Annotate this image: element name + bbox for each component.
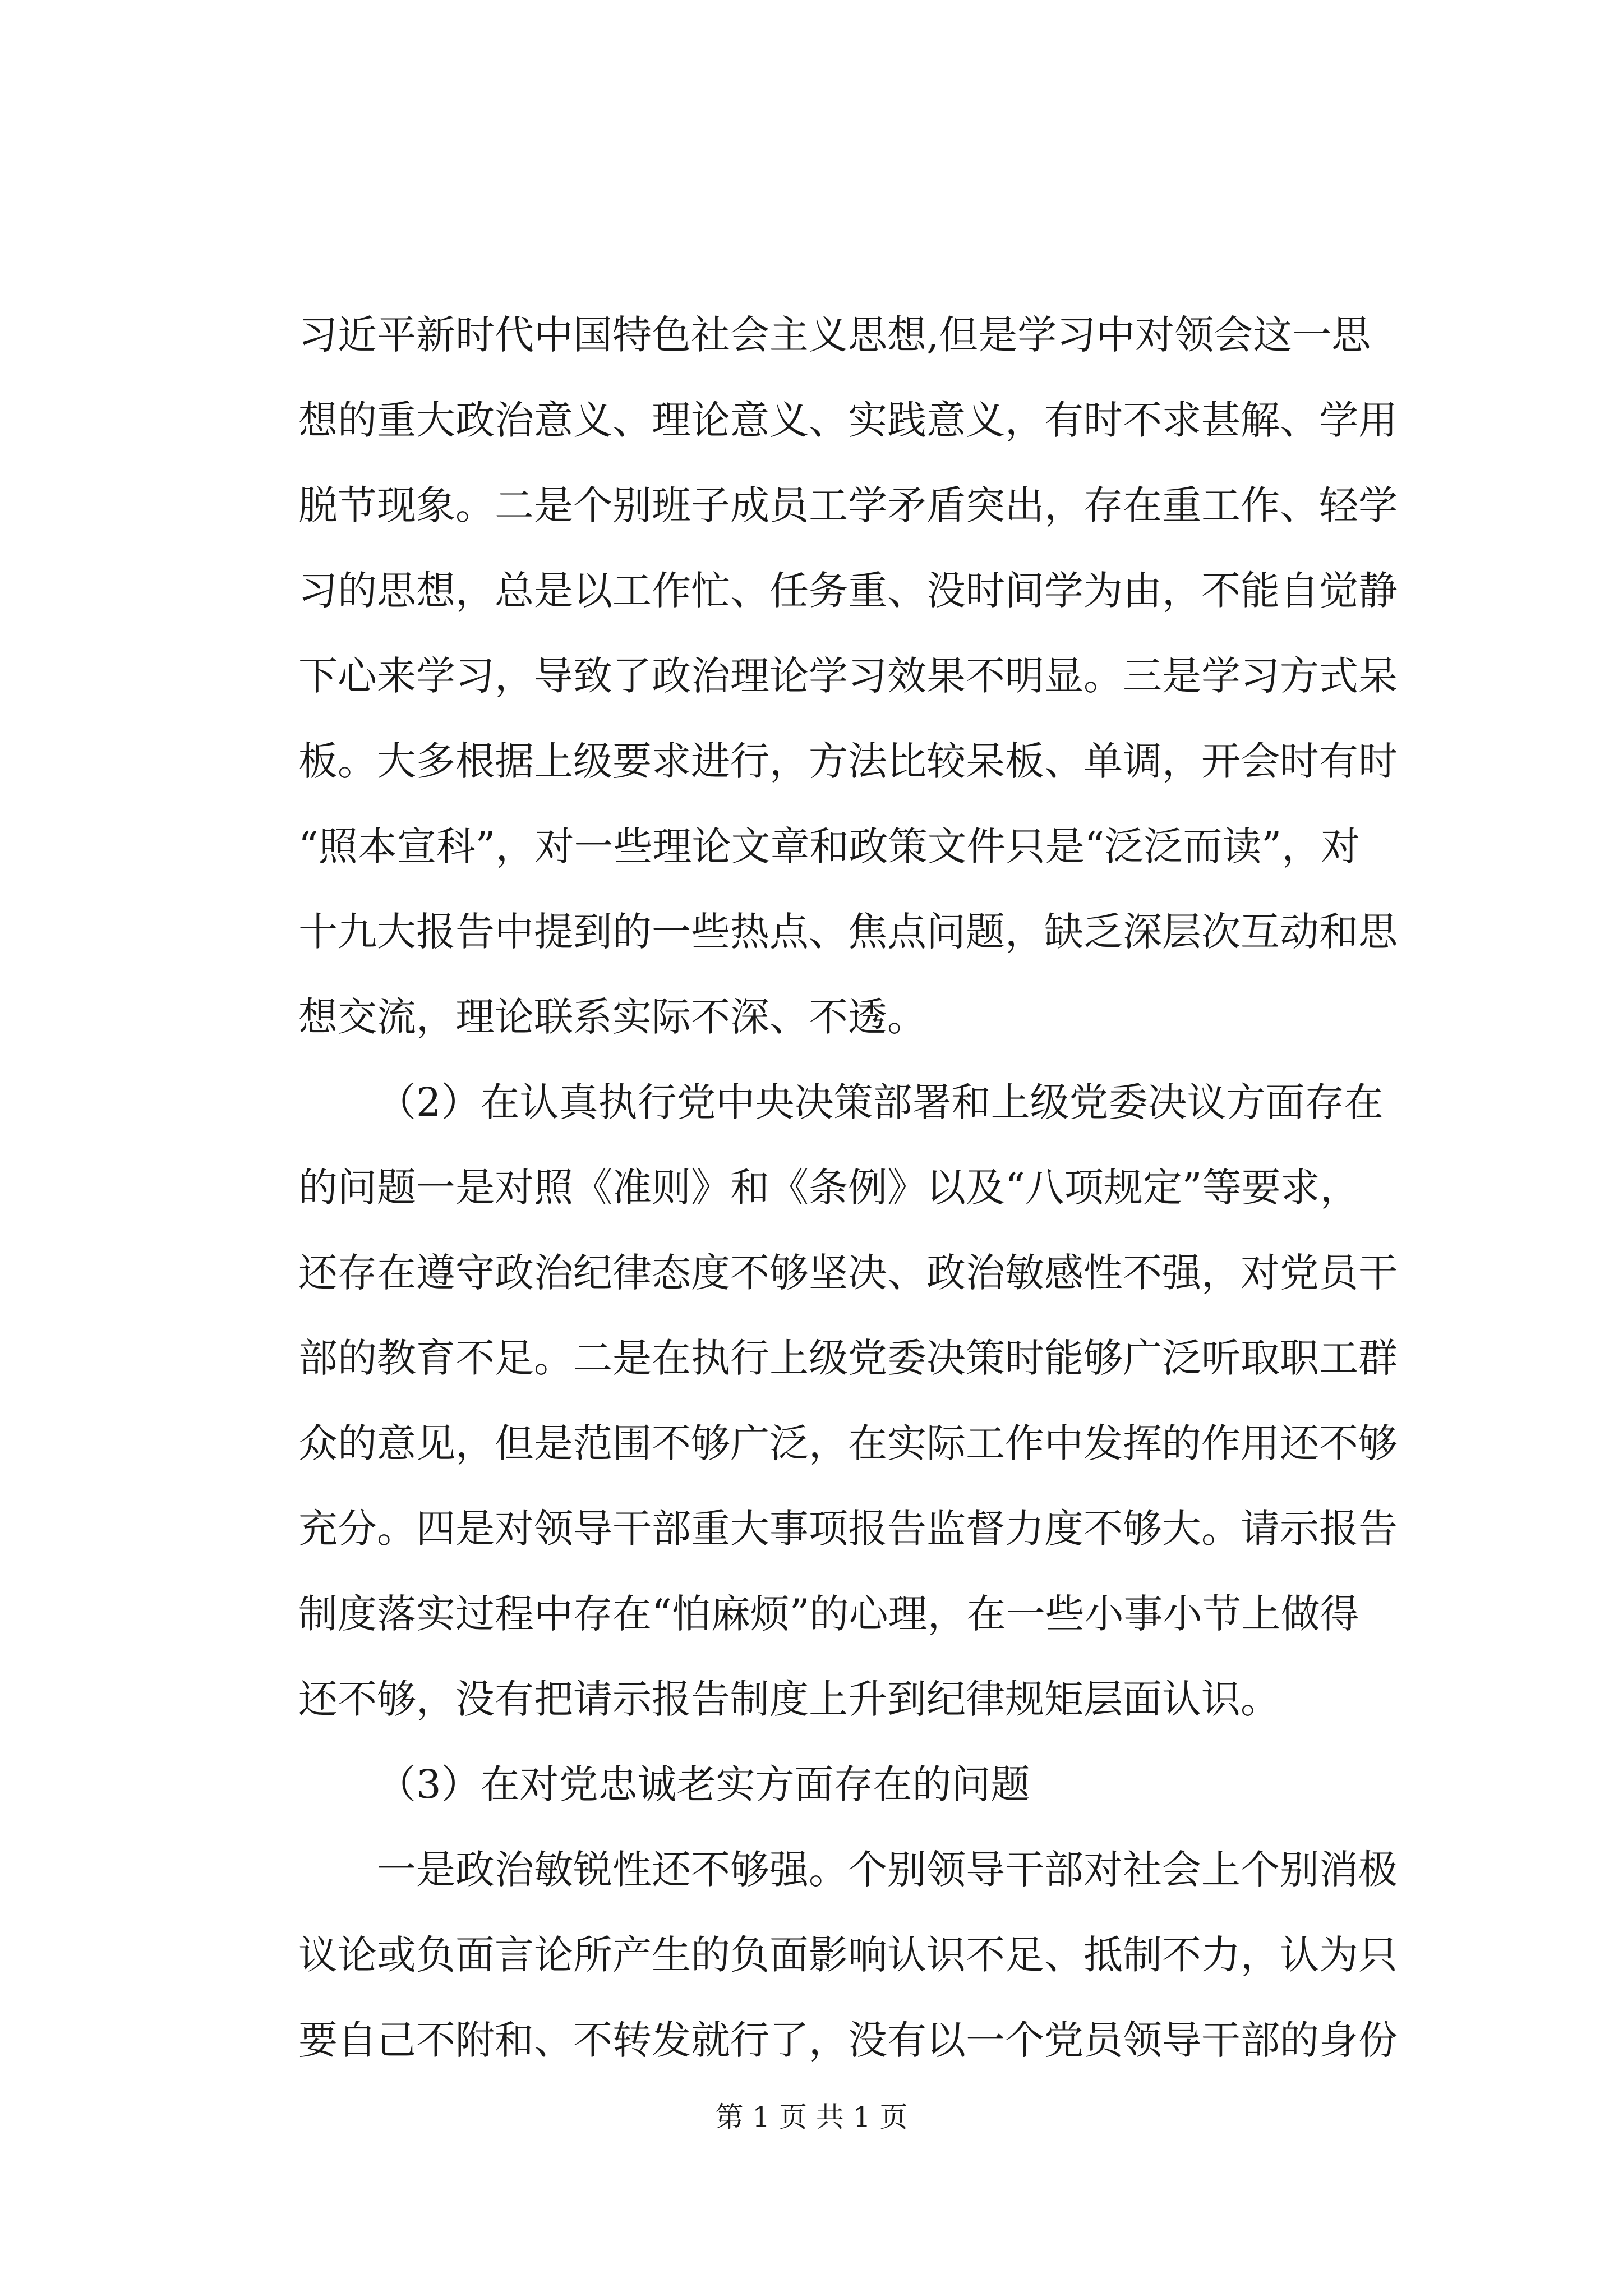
text-line: 习近平新时代中国特色社会主义思想,但是学习中对领会这一思 xyxy=(298,312,1371,358)
text-line: 的问题一是对照《准则》和《条例》以及“八项规定”等要求， xyxy=(298,1165,1359,1211)
text-line: 十九大报告中提到的一些热点、焦点问题，缺乏深层次互动和思 xyxy=(298,909,1398,955)
text-line: 众的意见，但是范围不够广泛，在实际工作中发挥的作用还不够 xyxy=(298,1420,1398,1466)
text-line: 还不够，没有把请示报告制度上升到纪律规矩层面认识。 xyxy=(298,1676,1280,1722)
text-line: 充分。四是对领导干部重大事项报告监督力度不够大。请示报告 xyxy=(298,1506,1398,1552)
text-line: 议论或负面言论所产生的负面影响认识不足、抵制不力，认为只 xyxy=(298,1932,1398,1978)
section-heading: （3）在对党忠诚老实方面存在的问题 xyxy=(377,1761,1030,1807)
page-footer: 第 1 页 共 1 页 xyxy=(715,2101,908,2133)
text-line: 想交流，理论联系实际不深、不透。 xyxy=(298,994,926,1040)
text-line: 板。大多根据上级要求进行，方法比较呆板、单调，开会时有时 xyxy=(298,738,1398,784)
text-line: 制度落实过程中存在“怕麻烦”的心理，在一些小事小节上做得 xyxy=(298,1591,1359,1637)
text-line: 一是政治敏锐性还不够强。个别领导干部对社会上个别消极 xyxy=(377,1847,1398,1893)
text-line: 还存在遵守政治纪律态度不够坚决、政治敏感性不强，对党员干 xyxy=(298,1250,1398,1296)
text-line: 想的重大政治意义、理论意义、实践意义，有时不求甚解、学用 xyxy=(298,397,1398,443)
text-line: 习的思想，总是以工作忙、任务重、没时间学为由，不能自觉静 xyxy=(298,568,1398,614)
text-line: 脱节现象。二是个别班子成员工学矛盾突出，存在重工作、轻学 xyxy=(298,482,1398,528)
text-line: 要自己不附和、不转发就行了，没有以一个党员领导干部的身份 xyxy=(298,2017,1398,2063)
paragraph-heading: （2）在认真执行党中央决策部署和上级党委决议方面存在 xyxy=(377,1079,1384,1125)
text-line: 下心来学习，导致了政治理论学习效果不明显。三是学习方式呆 xyxy=(298,653,1398,699)
text-line: 部的教育不足。二是在执行上级党委决策时能够广泛听取职工群 xyxy=(298,1335,1398,1381)
text-line: “照本宣科”，对一些理论文章和政策文件只是“泛泛而读”，对 xyxy=(298,823,1361,869)
